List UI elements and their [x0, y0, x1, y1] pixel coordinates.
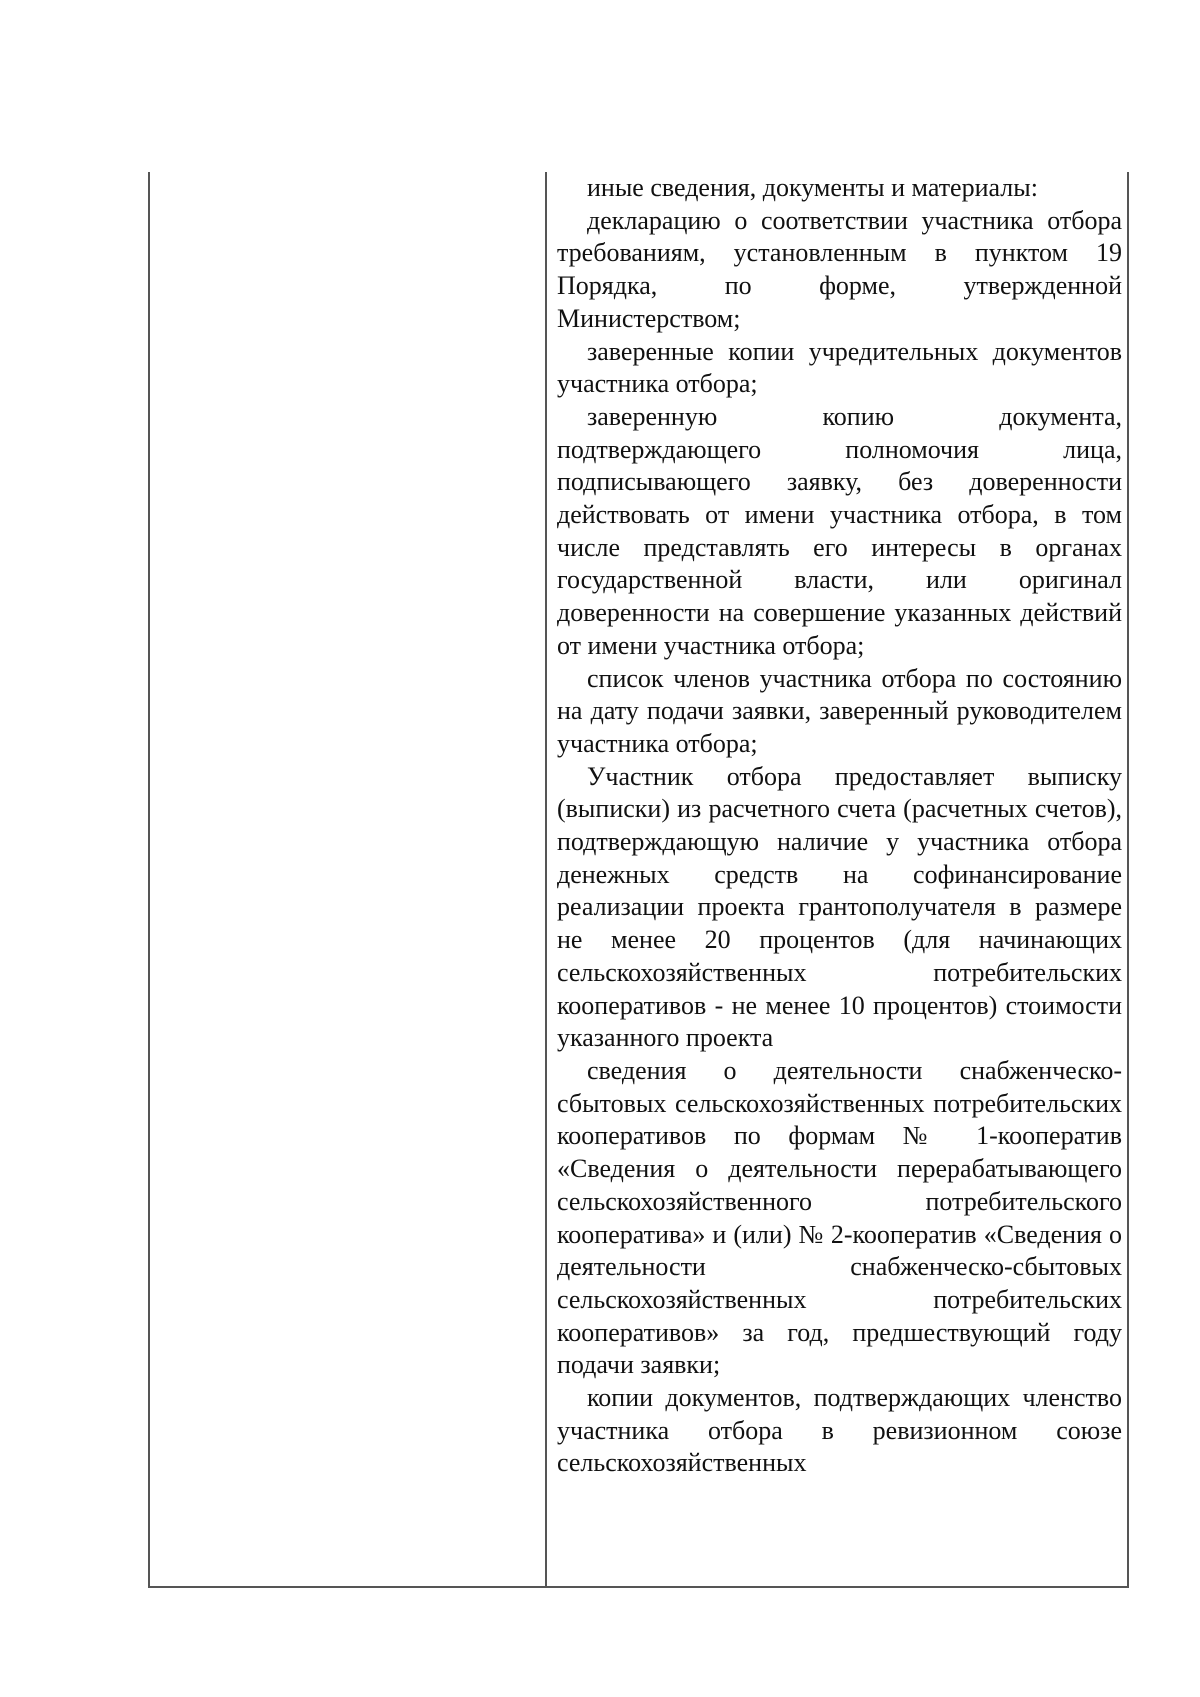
- table-column-divider: [545, 172, 547, 1588]
- table-border-right: [1127, 172, 1129, 1588]
- paragraph-cooperative-info: сведения о деятельности снабженческо-сбытовых сельскохозяйственных потребительских кооперативов по формам № 1-кооператив «Сведения о деятельности перерабатывающего сельскохозяйственного потребительского кооператива» и (или) № 2-кооператив «Сведения о деятельности снабженческо-сбытовых сельскохозяйственных потребительских кооперативов» за год, предшествующий году подачи заявки;: [557, 1055, 1122, 1380]
- table-cell-right: [557, 172, 1122, 1586]
- paragraph-audit-union: копии документов, подтверждающих членство участника отбора в ревизионном союзе сельскохозяйственных: [557, 1383, 1122, 1478]
- paragraph-declaration: декларацию о соответствии участника отбора требованиям, установленным в пунктом 19 Порядка, по форме, утвержденной Министерством;: [557, 205, 1122, 333]
- paragraph-founding-documents: заверенные копии учредительных документов участника отбора;: [557, 336, 1122, 399]
- paragraph-members-list: список членов участника отбора по состоянию на дату подачи заявки, заверенный руководителем участника отбора;: [557, 663, 1122, 758]
- table-cell-left: [150, 172, 545, 1586]
- paragraph-bank-statement: Участник отбора предоставляет выписку (выписки) из расчетного счета (расчетных счетов), подтверждающую наличие у участника отбора денежных средств на софинансирование реализации проекта грантополучателя в размере не менее 20 процентов (для начинающих сельскохозяйственных потребительских кооперативов - не менее 10 процентов) стоимости указанного проекта: [557, 761, 1122, 1053]
- requirements-table: [148, 172, 1129, 1588]
- paragraph-authority-document: заверенную копию документа, подтверждающего полномочия лица, подписывающего заявку, без доверенности действовать от имени участника отбора, в том числе представлять его интересы в органах государственной власти, или оригинал доверенности на совершение указанных действий от имени участника отбора;: [557, 401, 1122, 660]
- table-border-bottom: [148, 1586, 1129, 1588]
- paragraph-other-info: иные сведения, документы и материалы:: [587, 173, 1038, 202]
